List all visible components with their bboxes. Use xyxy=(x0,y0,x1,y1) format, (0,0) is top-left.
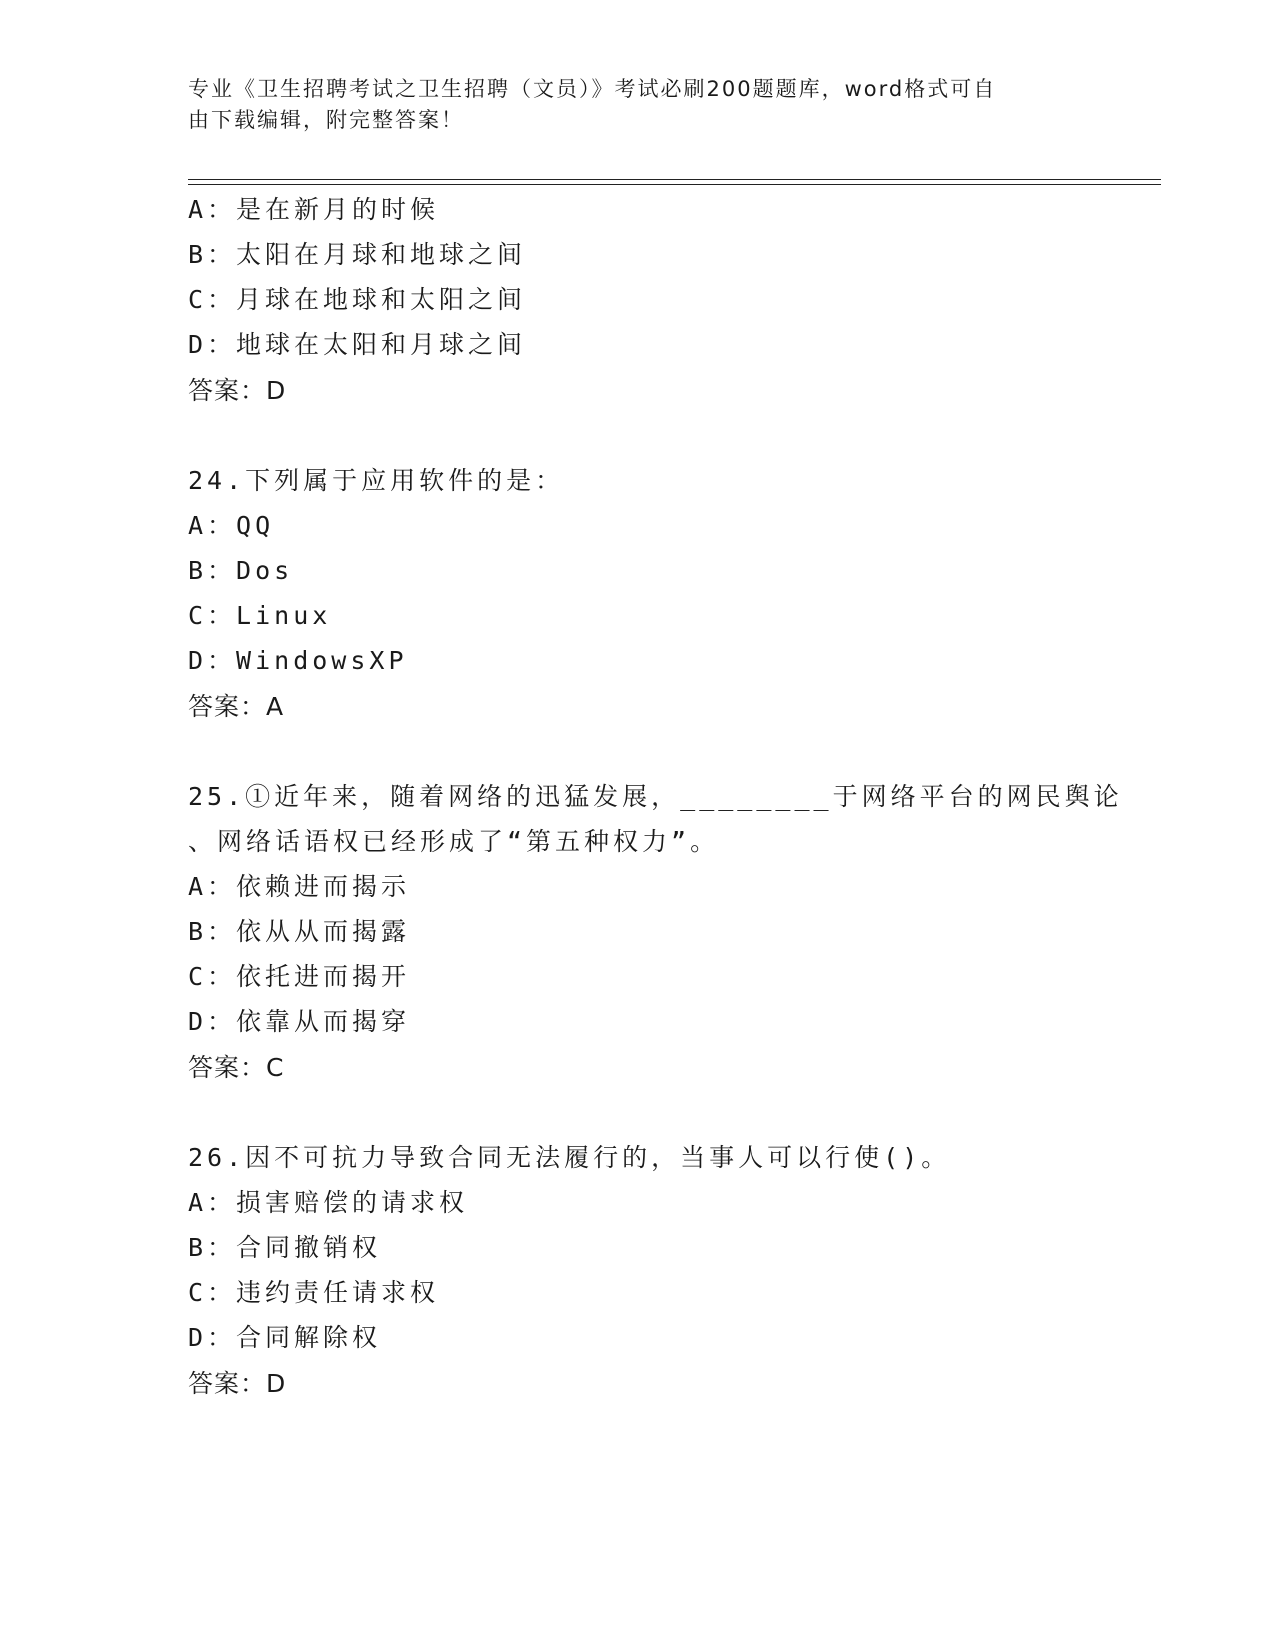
q25-question-line-1: 25.①近年来，随着网络的迅猛发展，________于网络平台的网民舆论 xyxy=(188,782,1123,811)
q26-question: 26.因不可抗力导致合同无法履行的，当事人可以行使()。 xyxy=(188,1143,951,1172)
q26-option-b: B：合同撤销权 xyxy=(188,1233,382,1262)
q23-option-a: A：是在新月的时候 xyxy=(188,195,440,224)
q25-option-c: C：依托进而揭开 xyxy=(188,962,411,991)
q24-option-c: C：Linux xyxy=(188,601,332,630)
q25-question-line-2: 、网络话语权已经形成了“第五种权力”。 xyxy=(188,827,720,856)
header-line-1: 专业《卫生招聘考试之卫生招聘（文员）》考试必刷200题题库，word格式可自 xyxy=(188,77,997,101)
header-line-2: 由下载编辑，附完整答案！ xyxy=(188,108,464,132)
q23-option-b: B：太阳在月球和地球之间 xyxy=(188,240,527,269)
header-rule-bottom xyxy=(188,184,1161,185)
header-rule-top xyxy=(188,179,1161,180)
q24-option-a: A：QQ xyxy=(188,511,275,540)
q25-option-b: B：依从从而揭露 xyxy=(188,917,411,946)
q26-answer: 答案：D xyxy=(188,1369,287,1398)
q23-option-d: D：地球在太阳和月球之间 xyxy=(188,330,527,359)
q25-answer: 答案：C xyxy=(188,1053,285,1082)
q25-option-a: A：依赖进而揭示 xyxy=(188,872,411,901)
q24-question: 24.下列属于应用软件的是： xyxy=(188,466,565,495)
q25-option-d: D：依靠从而揭穿 xyxy=(188,1007,411,1036)
q26-option-a: A：损害赔偿的请求权 xyxy=(188,1188,469,1217)
q24-option-b: B：Dos xyxy=(188,556,294,585)
q24-answer: 答案：A xyxy=(188,692,285,721)
q23-answer: 答案：D xyxy=(188,376,287,405)
q26-option-c: C：违约责任请求权 xyxy=(188,1278,440,1307)
q26-option-d: D：合同解除权 xyxy=(188,1323,382,1352)
document-header xyxy=(188,74,1068,136)
q23-option-c: C：月球在地球和太阳之间 xyxy=(188,285,527,314)
q24-option-d: D：WindowsXP xyxy=(188,646,408,675)
